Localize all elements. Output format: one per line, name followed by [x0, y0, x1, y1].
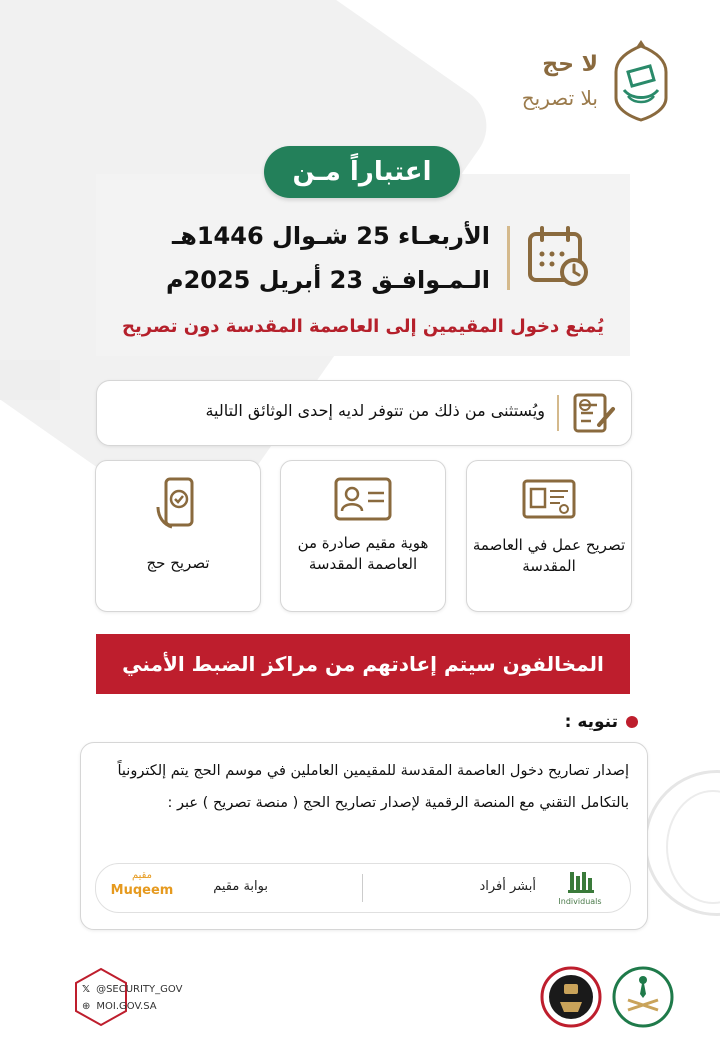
hijri-date: الأربعـاء 25 شـوال 1446هـ: [172, 222, 490, 250]
absher-logo[interactable]: [548, 870, 612, 906]
work-permit-icon: [522, 477, 576, 521]
violators-warning: المخالفون سيتم إعادتهم من مراكز الضبط الأمني: [96, 634, 630, 694]
card-label: هوية مقيم صادرة من العاصمة المقدسة: [297, 534, 429, 573]
logo-line2: بلا تصريح: [521, 86, 598, 110]
notice-title-text: تنويه :: [564, 712, 618, 732]
background-shape: [0, 360, 60, 400]
globe-icon: ⊕: [82, 1001, 91, 1012]
website-link[interactable]: MOI.GOV.SA: [96, 1001, 157, 1012]
saudi-emblem-icon: [612, 966, 674, 1028]
divider: [557, 395, 559, 431]
effective-from-pill: اعتباراً مـن: [264, 146, 460, 198]
card-hajj-permit: [95, 460, 261, 612]
ban-statement: يُمنع دخول المقيمين إلى العاصمة المقدسة دون تصريح: [122, 316, 604, 337]
muqeem-logo-en: Muqeem: [110, 883, 174, 898]
divider: [507, 226, 510, 290]
hajj-permit-logo-icon: [612, 38, 670, 122]
date-panel: [96, 174, 630, 356]
platforms-bar: [95, 863, 631, 913]
gregorian-date: الـمـوافـق 23 أبريل 2025م: [165, 266, 490, 294]
exception-text: ويُستثنى من ذلك من تتوفر لديه إحدى الوثائق التالية: [205, 401, 545, 420]
absher-name: أبشر أفراد: [479, 879, 536, 894]
notice-title: [565, 712, 638, 732]
absher-mark-icon: [548, 870, 612, 896]
calendar-clock-icon: [526, 224, 590, 288]
notice-body: إصدار تصاريح دخول العاصمة المقدسة للمقيمين العاملين في موسم الحج يتم إلكترونياً بالتكامل التقني مع المنصة الرقمية لإصدار تصاريح الحج ( منصة تصريح ) عبر :: [117, 763, 629, 811]
card-work-permit: [466, 460, 632, 612]
logo-line1: لا حج: [542, 52, 598, 77]
bullet-dot-icon: [626, 716, 638, 728]
campaign-logo: [490, 38, 670, 122]
twitter-handle[interactable]: @SECURITY_GOV: [96, 984, 183, 995]
x-twitter-icon: 𝕏: [82, 984, 91, 995]
card-label: تصريح حج: [146, 554, 210, 572]
public-security-emblem-icon: [540, 966, 602, 1028]
exception-box: [96, 380, 632, 446]
absher-caption: Individuals: [558, 897, 602, 906]
social-links: [82, 981, 182, 1015]
resident-id-icon: [334, 477, 392, 521]
muqeem-logo[interactable]: [110, 870, 174, 906]
muqeem-name: بوابة مقيم: [213, 879, 268, 894]
divider: [362, 874, 363, 902]
muqeem-logo-ar: مقيم: [131, 870, 153, 881]
card-label: تصريح عمل في العاصمة المقدسة: [472, 536, 626, 575]
card-resident-id: [280, 460, 446, 612]
hajj-permit-phone-icon: [156, 477, 200, 529]
notice-box: [80, 742, 648, 930]
document-check-icon: [569, 391, 617, 435]
